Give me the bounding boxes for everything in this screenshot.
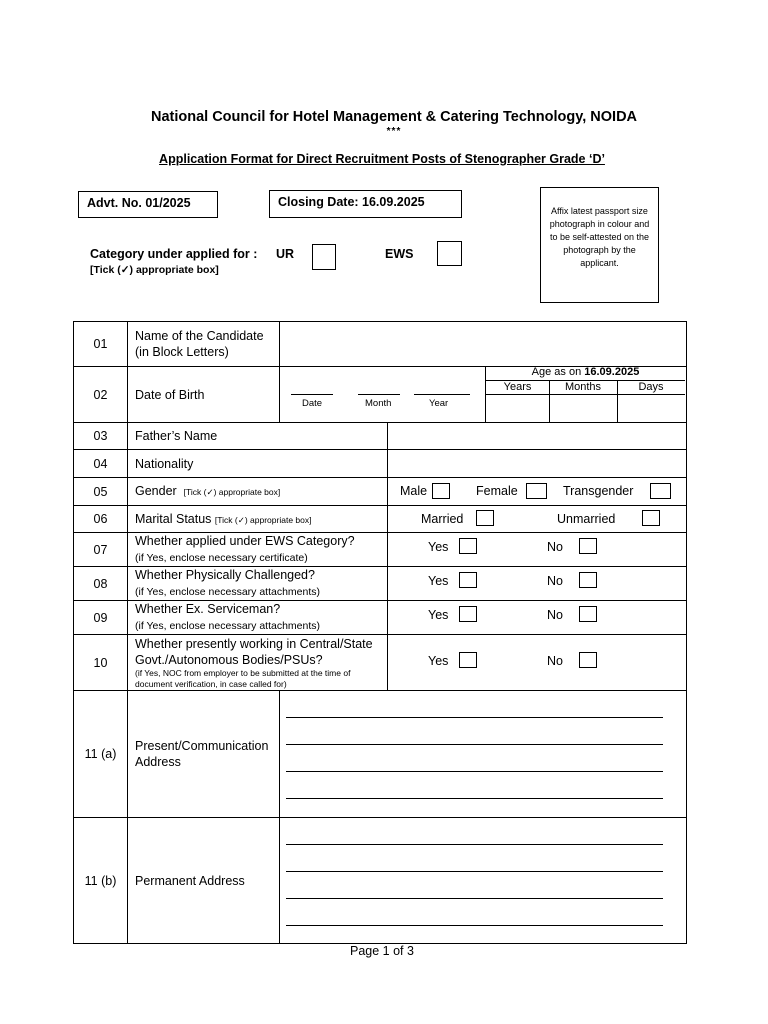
photo-box[interactable]: Affix latest passport size photograph in colour and to be self-attested on the photograph by the applicant. [540, 187, 659, 303]
row-gender [74, 478, 687, 506]
gender-female-checkbox[interactable] [526, 483, 547, 499]
exsm-yes-label: Yes [428, 608, 449, 622]
age-field [486, 367, 687, 423]
nationality-field[interactable] [388, 450, 687, 478]
address-line[interactable] [286, 925, 663, 926]
name-label [128, 322, 280, 367]
present-address-label-line2: Address [135, 755, 181, 769]
employment-options [388, 635, 687, 691]
row-number: 11 (a) [74, 691, 128, 818]
gender-male-label: Male [400, 484, 428, 498]
marital-married-checkbox[interactable] [476, 510, 494, 526]
gender-options [388, 478, 687, 506]
marital-unmarried-label: Unmarried [557, 512, 616, 526]
employment-question-line1: Whether presently working in Central/State [135, 636, 373, 651]
ews-yes-label: Yes [428, 540, 449, 554]
ews-label [128, 533, 388, 567]
pwd-no-checkbox[interactable] [579, 572, 597, 588]
marital-label [128, 506, 388, 533]
category-ur-label: UR [276, 247, 295, 261]
address-line[interactable] [286, 744, 663, 745]
name-field[interactable] [280, 322, 687, 367]
employment-yes-checkbox[interactable] [459, 652, 477, 668]
exsm-label [128, 601, 388, 635]
ews-no-label: No [547, 540, 563, 554]
employment-no-label: No [547, 654, 563, 668]
address-line[interactable] [286, 771, 663, 772]
page-number: Page 1 of 3 [350, 944, 414, 958]
address-line[interactable] [286, 717, 663, 718]
form-title: National Council for Hotel Management & Catering Technology, NOIDA [150, 109, 638, 125]
row-number: 01 [74, 322, 128, 367]
father-name-label: Father’s Name [128, 423, 388, 450]
row-number: 05 [74, 478, 128, 506]
pwd-no-label: No [547, 574, 563, 588]
row-dob [74, 367, 687, 423]
present-address-field[interactable] [280, 691, 687, 818]
age-prefix: Age as on [531, 366, 585, 378]
row-marital-status [74, 506, 687, 533]
dob-month-line[interactable] [358, 394, 400, 395]
row-ews [74, 533, 687, 567]
row-nationality [74, 450, 687, 478]
age-caption-divider [486, 394, 685, 395]
row-number: 06 [74, 506, 128, 533]
age-date: 16.09.2025 [584, 366, 640, 378]
gender-transgender-label: Transgender [563, 484, 634, 498]
age-days-label: Days [638, 381, 664, 393]
address-line[interactable] [286, 871, 663, 872]
category-ews-checkbox[interactable] [437, 241, 462, 266]
category-ur-checkbox[interactable] [312, 244, 336, 270]
address-line[interactable] [286, 898, 663, 899]
closing-date-box: Closing Date: 16.09.2025 [269, 190, 462, 218]
row-number: 08 [74, 567, 128, 601]
row-number: 10 [74, 635, 128, 691]
title-separator: *** [386, 126, 402, 137]
employment-note: (if Yes, NOC from employer to be submitted at the time of document verification, in case called for) [135, 667, 351, 689]
employment-yes-label: Yes [428, 654, 449, 668]
row-number: 03 [74, 423, 128, 450]
age-months-label: Months [564, 381, 602, 393]
marital-options [388, 506, 687, 533]
father-name-field[interactable] [388, 423, 687, 450]
row-employment [74, 635, 687, 691]
gender-label-text: Gender [135, 484, 177, 498]
application-form-table [73, 321, 687, 944]
ews-note: (if Yes, enclose necessary certificate) [135, 552, 308, 564]
gender-tick-note: [Tick (✓) appropriate box] [183, 487, 281, 497]
dob-date-line[interactable] [291, 394, 333, 395]
permanent-address-field[interactable] [280, 818, 687, 944]
age-header [486, 366, 685, 381]
category-tick-note: [Tick (✓) appropriate box] [90, 264, 219, 276]
ews-options [388, 533, 687, 567]
exsm-options [388, 601, 687, 635]
row-number: 04 [74, 450, 128, 478]
pwd-options [388, 567, 687, 601]
dob-year-caption: Year [429, 398, 449, 409]
present-address-label-line1: Present/Communication [135, 739, 269, 753]
category-ews-label: EWS [385, 247, 414, 261]
present-address-label [128, 691, 280, 818]
dob-field[interactable] [280, 367, 486, 423]
gender-female-label: Female [476, 484, 518, 498]
exsm-note: (if Yes, enclose necessary attachments) [135, 620, 321, 632]
employment-label [128, 635, 388, 691]
nationality-label: Nationality [128, 450, 388, 478]
marital-married-label: Married [421, 512, 464, 526]
row-number: 02 [74, 367, 128, 423]
exsm-question: Whether Ex. Serviceman? [135, 602, 281, 616]
pwd-note: (if Yes, enclose necessary attachments) [135, 586, 321, 598]
row-present-address [74, 691, 687, 818]
dob-label: Date of Birth [128, 367, 280, 423]
row-number: 11 (b) [74, 818, 128, 944]
pwd-question: Whether Physically Challenged? [135, 568, 315, 582]
marital-label-text: Marital Status [135, 511, 212, 526]
permanent-address-label: Permanent Address [128, 818, 280, 944]
marital-tick-note: [Tick (✓) appropriate box] [214, 514, 312, 525]
exsm-no-checkbox[interactable] [579, 606, 597, 622]
gender-transgender-checkbox[interactable] [650, 483, 671, 499]
name-label-line2: (in Block Letters) [135, 345, 229, 359]
category-label: Category under applied for : [90, 247, 258, 261]
dob-year-line[interactable] [414, 394, 470, 395]
row-physically-challenged [74, 567, 687, 601]
advt-number-box: Advt. No. 01/2025 [78, 191, 218, 218]
row-number: 07 [74, 533, 128, 567]
pwd-label [128, 567, 388, 601]
row-father-name [74, 423, 687, 450]
row-ex-serviceman [74, 601, 687, 635]
ews-no-checkbox[interactable] [579, 538, 597, 554]
row-number: 09 [74, 601, 128, 635]
ews-question: Whether applied under EWS Category? [135, 534, 355, 548]
name-label-line1: Name of the Candidate [135, 329, 264, 343]
row-name [74, 322, 687, 367]
address-line[interactable] [286, 844, 663, 845]
dob-date-caption: Date [302, 398, 323, 409]
gender-male-checkbox[interactable] [432, 483, 450, 499]
address-line[interactable] [286, 798, 663, 799]
dob-month-caption: Month [365, 398, 392, 409]
age-years-label: Years [503, 381, 532, 393]
pwd-yes-checkbox[interactable] [459, 572, 477, 588]
employment-no-checkbox[interactable] [579, 652, 597, 668]
marital-unmarried-checkbox[interactable] [642, 510, 660, 526]
gender-label [128, 478, 388, 506]
form-subtitle-text: Application Format for Direct Recruitment Posts of Stenographer Grade ‘D’ [159, 152, 605, 166]
form-subtitle [0, 152, 764, 166]
ews-yes-checkbox[interactable] [459, 538, 477, 554]
exsm-no-label: No [547, 608, 563, 622]
exsm-yes-checkbox[interactable] [459, 606, 477, 622]
pwd-yes-label: Yes [428, 574, 449, 588]
employment-question-line2: Govt./Autonomous Bodies/PSUs? [135, 652, 323, 667]
row-permanent-address [74, 818, 687, 944]
